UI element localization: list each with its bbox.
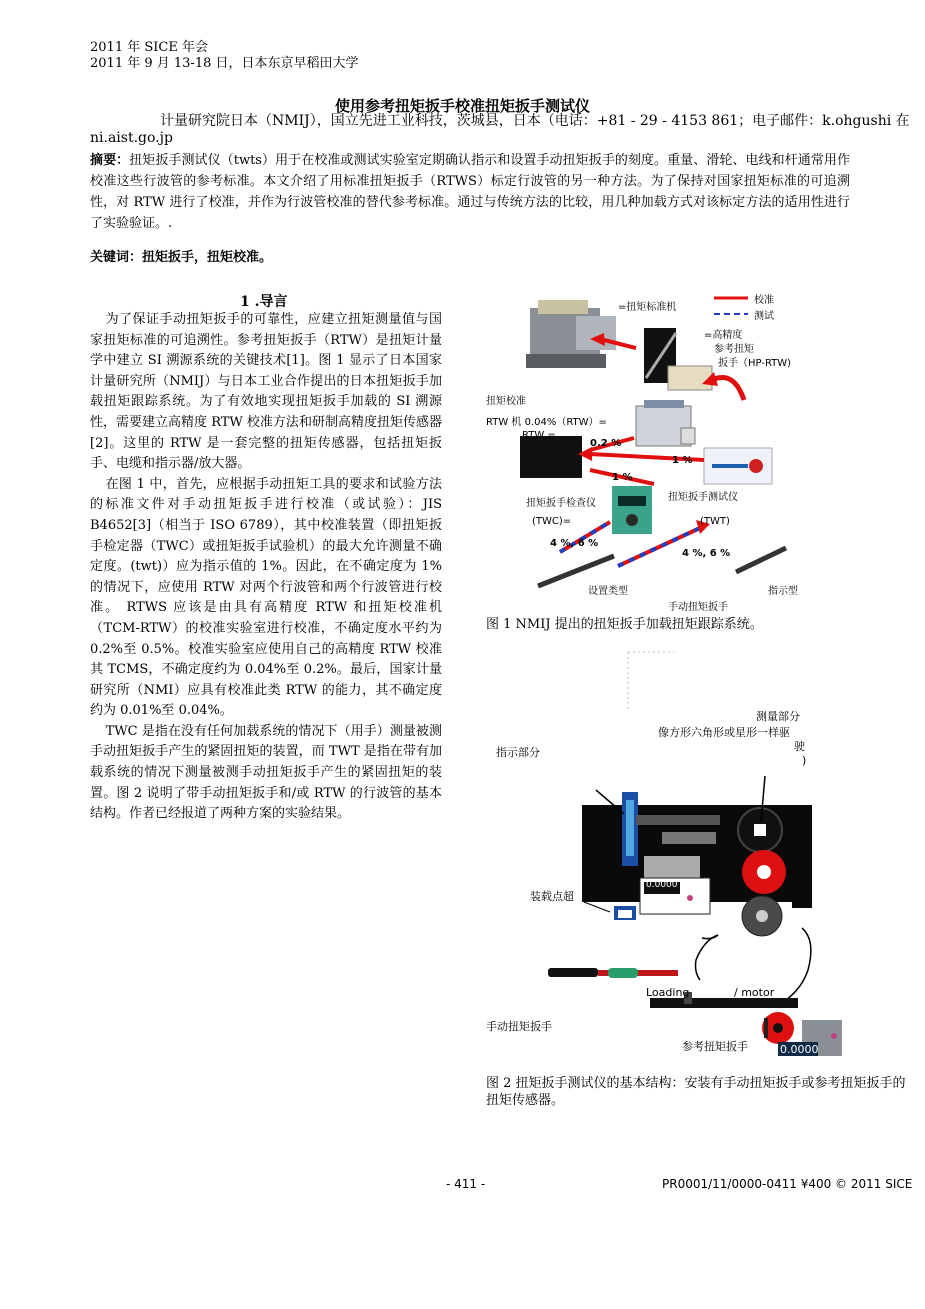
indicator-part-label: 指示部分 [496, 746, 540, 759]
keywords: 关键词：扭矩扳手，扭矩校准。 [90, 250, 273, 265]
manual-wrench-label: 手动扭矩扳手 [668, 602, 728, 613]
paren: ) [802, 754, 807, 767]
pct-label: 4 %, 6 % [682, 548, 731, 559]
twt-image [704, 448, 772, 484]
indicating-type-wrench-image [736, 548, 786, 572]
manual-wrench-label: 手动扭矩扳手 [486, 1020, 552, 1033]
twc-abbr: (TWC)= [532, 516, 572, 527]
footer-code: PR0001/11/0000-0411 ¥400 © 2011 SICE [662, 1177, 913, 1191]
figure-2-caption: 图 2 扭矩扳手测试仪的基本结构：安装有手动扭矩扳手或参考扭矩扳手的扭矩传感器。 [486, 1076, 906, 1108]
conference-date: 2011 年 9 月 13-18 日，日本东京早稻田大学 [90, 56, 359, 71]
figure-1-caption: 图 1 NMIJ 提出的扭矩扳手加载扭矩跟踪系统。 [486, 617, 763, 632]
twt-abbr: (TWT) [700, 516, 730, 527]
rtw-machine-label: RTW 机 0.04%（RTW）= [486, 417, 607, 428]
pct-label: 4 %, 6 % [550, 538, 599, 549]
setting-type-label: 设置类型 [588, 586, 628, 597]
pct-label: 0.2 % [590, 438, 622, 449]
legend-test: 测试 [754, 311, 774, 322]
figure-1 [486, 288, 906, 613]
ref-display-readout: 0.0000 [780, 1043, 819, 1056]
twt-name: 扭矩扳手测试仪 [668, 492, 738, 503]
twc-name: 扭矩扳手检查仪 [526, 498, 596, 509]
display-readout: 0.0000 [646, 880, 678, 890]
conference-line: 2011 年 SICE 年会 [90, 40, 208, 55]
paper-title: 使用参考扭矩扳手校准扭矩扳手测试仪 [334, 97, 590, 115]
abstract [90, 150, 850, 234]
paragraph: 为了保证手动扭矩扳手的可靠性，应建立扭矩测量值与国家扭矩标准的可追溯性。参考扭矩扳手（RTW）是扭矩计量学中建立 SI 溯源系统的关键技术[1]。图 1 显示了日本国家计量研究所（NMIJ）与日本工业合作提出的日本扭矩扳手加载扭矩跟踪系统。为了有效地实现扭矩扳手加载的 SI 溯源性，需要建立高精度 RTW 校准方法和研制高精度扭矩传感器[2]。这里的 RTW 是一套完整的扭矩传感器，包括扭矩扳手、电缆和指示器/放大器。 [90, 312, 442, 472]
page-number: - 411 - [446, 1177, 486, 1191]
manual-wrench-grip [548, 968, 598, 977]
loading-bar [650, 998, 798, 1008]
loading-point-label: 装载点超 [530, 890, 574, 903]
paragraph: TWC 是指在没有任何加载系统的情况下（用手）测量被测手动扭矩扳手产生的紧固扭矩的装置，而 TWT 是指在带有加载系统的情况下测量被测手动扭矩扳手产生的紧固扭矩的装置。图 2 说明了带手动扭矩扳手和/或 RTW 的行波管的基本结构。作者已经报道了两种方案的实验结果。 [90, 723, 442, 822]
drive-desc-2: 驶 [794, 740, 805, 753]
hp-rtw-line1: =高精度 [704, 330, 743, 341]
rtw-eq-label: RTW = [522, 430, 556, 441]
figure-2-graphic [486, 640, 906, 1065]
legend-calibration: 校准 [754, 295, 774, 306]
pct-label: 1 % [672, 455, 693, 466]
abstract-text: 扭矩扳手测试仪（twts）用于在校准或测试实验室定期确认指示和设置手动扭矩扳手的刻度。重量、滑轮、电线和杆通常用作校准这些行波管的参考标准。本文介绍了用标准扭矩扳手（RTWS）标定行波管的另一种方法。为了保持对国家扭矩标准的可追溯性，对 RTW 进行了校准，并作为行波管校准的替代参考标准。通过与传统方法的比较，用几种加载方式对该标定方法的适用性进行了实验验证。. [90, 153, 850, 231]
pct-label: 1 % [612, 472, 633, 483]
machine-label: =扭矩标准机 [618, 302, 677, 313]
abstract-label: 摘要： [90, 153, 130, 168]
indicating-type-label: 指示型 [768, 586, 798, 597]
section-title: 1 .导言 [240, 294, 288, 310]
hp-rtw-line2: 参考扭矩 [714, 344, 754, 355]
paragraph: 在图 1 中，首先，应根据手动扭矩工具的要求和试验方法的标准文件对手动扭矩扳手进行校准（或试验）：JIS B4652[3]（相当于 ISO 6789），其中校准装置（即扭矩扳手检定器（TWC）或扭矩扳手试验机）的最大允许测量不确定度。(twt)）应为指示值的 1%。因此，在不确定度为 1%的情况下，应使用 RTW 对两个行波管和两个行波管进行校准。 RTWS 应该是由具有高精度 RTW 和扭矩校准机（TCM-RTW）的校准实验室进行校准，不确定度水平约为 0.2%至 0.5%。校准实验室应使用自己的高精度 RTW 校准其 TCMS，不确定度约为 0.04%至 0.2%。最后，国家计量研究所（NMI）应具有校准此类 RTW 的能力，其不确定度约为 0.01%至 0.04%。 [90, 476, 442, 719]
twc-image [612, 486, 652, 534]
figure-1-graphic [486, 288, 906, 608]
body-text [90, 310, 442, 825]
affiliation: 计量研究院日本（NMIJ），国立先进工业科技，茨城县，日本（电话：+81 - 29 - 4153 861；电子邮件：k.ohgushi 在 ni.aist.go.jp [90, 113, 910, 146]
torque-cal-label: 扭矩校准 [486, 396, 526, 407]
ref-wrench-label: 参考扭矩扳手 [682, 1040, 748, 1053]
drive-desc: 像方形六角形或星形一样驱 [658, 726, 790, 739]
motor-label: / motor [734, 986, 775, 999]
figure-2 [486, 640, 906, 1065]
measure-part-label: 测量部分 [756, 710, 800, 723]
calibration-rig-image [636, 400, 695, 446]
hp-rtw-image [644, 328, 712, 390]
loading-label: Loading [646, 986, 690, 999]
hp-rtw-line3: 扳手（HP-RTW) [718, 358, 792, 369]
rtw-monitor-image [520, 436, 582, 478]
